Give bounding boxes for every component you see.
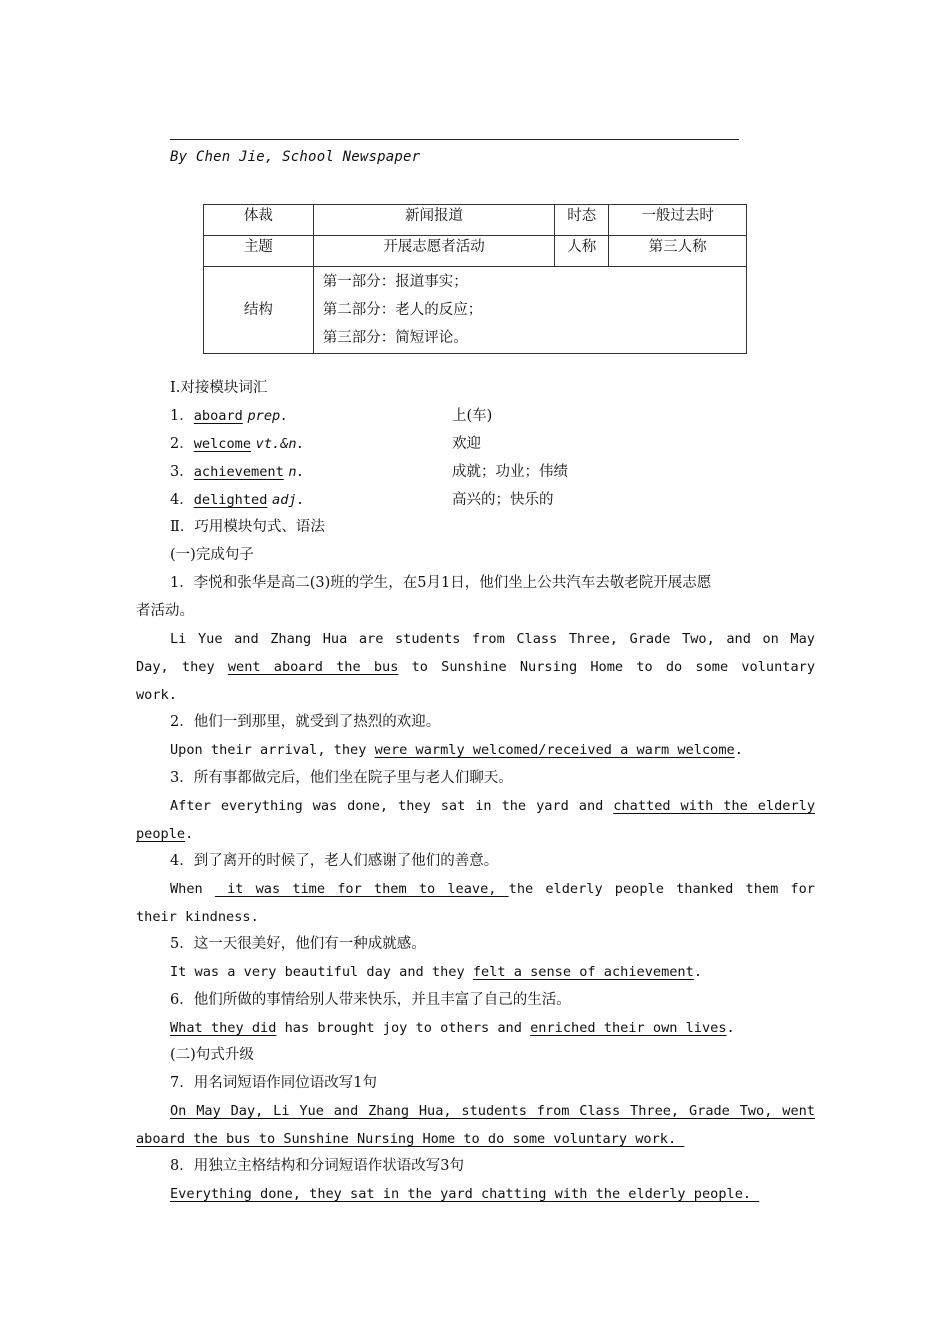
question-5-english: [170, 962, 702, 982]
table-row: [204, 267, 747, 354]
answer-blank: were warmly welcomed/received a warm welcome: [374, 742, 735, 758]
vocab-item: [170, 490, 305, 510]
question-1-english-cont: [136, 657, 815, 677]
question-7-english-cont: [136, 1129, 684, 1149]
question-5-chinese: 5．这一天很美好，他们有一种成就感。: [170, 936, 426, 952]
answer-blank: went aboard the bus: [227, 659, 399, 675]
header-rule: [170, 139, 739, 140]
text: It was a very beautiful day and they: [170, 964, 473, 980]
vocab-number: 3．: [170, 464, 194, 480]
question-4-english-cont: their kindness.: [136, 909, 259, 925]
question-6-chinese: 6．他们所做的事情给别人带来快乐，并且丰富了自己的生活。: [170, 992, 571, 1008]
writing-analysis-table: [203, 204, 747, 354]
answer-blank: chatted with the elderly: [613, 798, 816, 814]
question-4-chinese: 4．到了离开的时候了，老人们感谢了他们的善意。: [170, 853, 499, 869]
table-row: [204, 236, 747, 267]
subsection-complete-sentences: (一)完成句子: [170, 547, 254, 563]
genre-value: 新闻报道: [313, 205, 555, 236]
vocab-pos: adj.: [272, 492, 305, 508]
structure-line: 第三部分：简短评论。: [322, 330, 468, 346]
vocab-meaning: 高兴的；快乐的: [452, 492, 554, 508]
answer-blank: Everything done, they sat in the yard chatting with the elderly people.: [170, 1186, 760, 1202]
vocab-number: 4．: [170, 492, 194, 508]
vocab-word: achievement: [193, 464, 284, 480]
topic-label: 主题: [204, 236, 314, 267]
question-1-english-end: work.: [136, 687, 177, 703]
genre-label: 体裁: [204, 205, 314, 236]
subsection-sentence-upgrade: (二)句式升级: [170, 1047, 254, 1063]
vocab-word: aboard: [193, 408, 243, 424]
vocab-item: [170, 434, 305, 454]
vocab-number: 2．: [170, 436, 194, 452]
question-2-chinese: 2．他们一到那里，就受到了热烈的欢迎。: [170, 714, 441, 730]
answer-blank: enriched their own lives: [530, 1020, 727, 1036]
answer-blank: it was time for them to leave,: [214, 881, 509, 897]
text: to Sunshine Nursing Home to do some voluntary: [398, 659, 815, 675]
structure-body: [313, 267, 746, 354]
question-2-english: [170, 740, 743, 760]
vocab-meaning: 欢迎: [452, 436, 481, 452]
person-value: 第三人称: [609, 236, 747, 267]
section-1-title: Ⅰ.对接模块词汇: [170, 380, 268, 396]
person-label: 人称: [555, 236, 609, 267]
vocab-meaning: 上(车): [452, 408, 493, 424]
question-6-english: [170, 1018, 735, 1038]
table-row: [204, 205, 747, 236]
vocab-word: welcome: [193, 436, 252, 452]
answer-blank: aboard the bus to Sunshine Nursing Home to do some voluntary work.: [136, 1131, 685, 1147]
answer-blank: people: [136, 826, 186, 842]
question-7-english: [170, 1101, 815, 1121]
topic-value: 开展志愿者活动: [313, 236, 555, 267]
structure-label: 结构: [204, 267, 314, 354]
question-3-english-cont: [136, 824, 193, 844]
vocab-pos: prep.: [247, 408, 289, 424]
question-8-chinese: 8．用独立主格结构和分词短语作状语改写3句: [170, 1158, 464, 1174]
question-7-chinese: 7．用名词短语作同位语改写1句: [170, 1075, 377, 1091]
text: the elderly people thanked them for: [508, 881, 815, 897]
text: .: [734, 742, 743, 758]
text: Day, they: [136, 659, 228, 675]
byline: By Chen Jie, School Newspaper: [170, 149, 421, 165]
text: .: [185, 826, 194, 842]
text: After everything was done, they sat in the yard and: [170, 798, 614, 814]
vocab-pos: vt.&n.: [255, 436, 305, 452]
text: Upon their arrival, they: [170, 742, 375, 758]
tense-label: 时态: [555, 205, 609, 236]
vocab-item: [170, 406, 288, 426]
tense-value: 一般过去时: [609, 205, 747, 236]
vocab-pos: n.: [288, 464, 305, 480]
vocab-meaning: 成就；功业；伟绩: [452, 464, 568, 480]
structure-line: 第一部分：报道事实；: [322, 274, 468, 290]
answer-blank: felt a sense of achievement: [472, 964, 694, 980]
answer-blank: What they did: [170, 1020, 277, 1036]
question-3-english: [170, 796, 815, 816]
vocab-item: [170, 462, 305, 482]
section-2-title: Ⅱ．巧用模块句式、语法: [170, 519, 325, 535]
vocab-word: delighted: [193, 492, 268, 508]
text: has brought joy to others and: [276, 1020, 531, 1036]
question-1-chinese-cont: 者活动。: [136, 603, 194, 619]
structure-line: 第二部分：老人的反应；: [322, 302, 483, 318]
text: .: [726, 1020, 735, 1036]
text: When: [170, 881, 215, 897]
question-8-english: [170, 1184, 759, 1204]
question-4-english: [170, 879, 815, 899]
question-1-chinese: 1．李悦和张华是高二(3)班的学生，在5月1日，他们坐上公共汽车去敬老院开展志愿: [170, 575, 712, 591]
vocab-number: 1．: [170, 408, 194, 424]
text: .: [693, 964, 702, 980]
answer-blank: On May Day, Li Yue and Zhang Hua, students from Class Three, Grade Two, went: [170, 1103, 815, 1119]
question-1-english: Li Yue and Zhang Hua are students from Class Three, Grade Two, and on May: [170, 631, 815, 647]
question-3-chinese: 3．所有事都做完后，他们坐在院子里与老人们聊天。: [170, 770, 513, 786]
